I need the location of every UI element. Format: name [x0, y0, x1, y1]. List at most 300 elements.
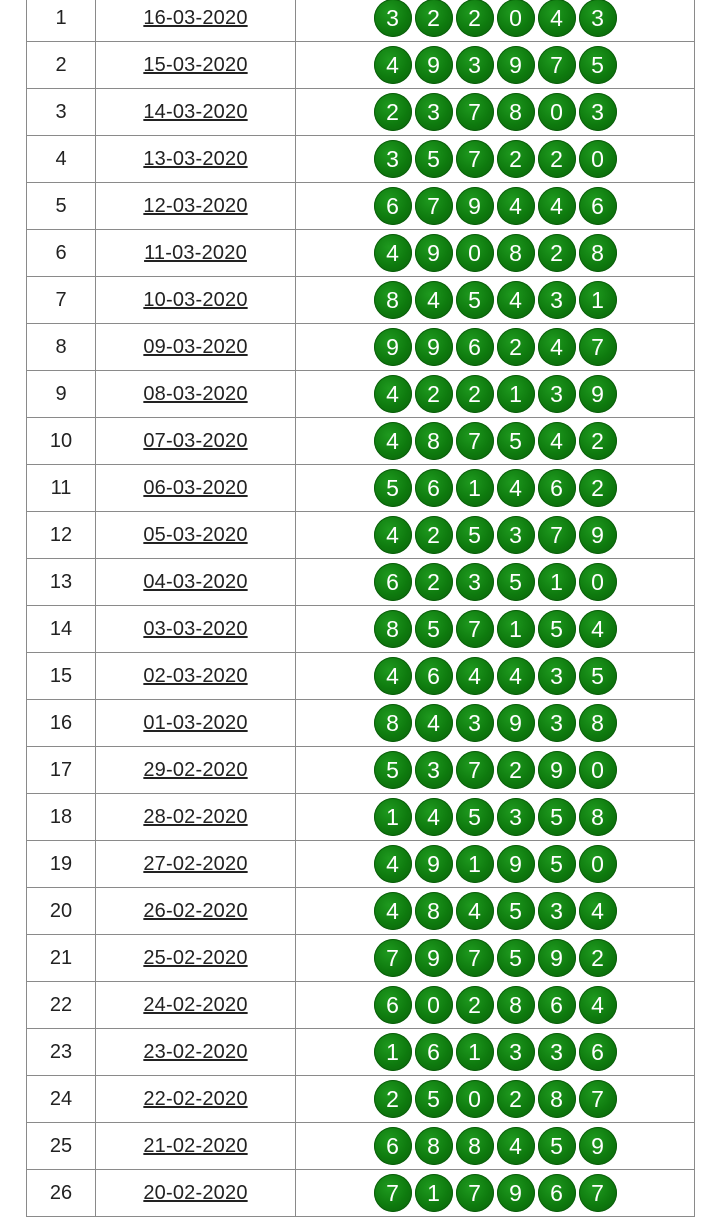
number-ball: 4 [538, 422, 576, 460]
number-ball: 4 [374, 845, 412, 883]
number-ball: 2 [538, 234, 576, 272]
table-row [27, 1076, 695, 1123]
number-ball: 7 [579, 328, 617, 366]
row-number: 14 [27, 606, 96, 653]
result-balls-cell [296, 888, 695, 935]
date-link[interactable]: 03-03-2020 [143, 617, 248, 640]
date-link[interactable]: 29-02-2020 [143, 758, 248, 781]
date-cell [96, 183, 296, 230]
result-balls [296, 1033, 694, 1071]
number-ball: 9 [415, 939, 453, 977]
number-ball: 6 [415, 1033, 453, 1071]
number-ball: 6 [374, 986, 412, 1024]
number-ball: 3 [538, 657, 576, 695]
number-ball: 3 [456, 46, 494, 84]
row-number: 15 [27, 653, 96, 700]
date-cell [96, 700, 296, 747]
number-ball: 8 [374, 281, 412, 319]
row-number: 8 [27, 324, 96, 371]
date-cell [96, 747, 296, 794]
row-number: 4 [27, 136, 96, 183]
result-balls-cell [296, 1123, 695, 1170]
table-row [27, 324, 695, 371]
number-ball: 0 [579, 140, 617, 178]
number-ball: 5 [415, 140, 453, 178]
result-balls-cell [296, 1076, 695, 1123]
number-ball: 3 [538, 1033, 576, 1071]
number-ball: 3 [579, 0, 617, 37]
date-link[interactable]: 06-03-2020 [143, 476, 248, 499]
result-balls-cell [296, 512, 695, 559]
date-link[interactable]: 11-03-2020 [144, 241, 247, 264]
row-number: 18 [27, 794, 96, 841]
number-ball: 6 [456, 328, 494, 366]
row-number: 19 [27, 841, 96, 888]
number-ball: 8 [538, 1080, 576, 1118]
date-link[interactable]: 08-03-2020 [143, 382, 248, 405]
result-balls [296, 281, 694, 319]
number-ball: 4 [497, 1127, 535, 1165]
result-balls [296, 187, 694, 225]
table-row [27, 0, 695, 42]
row-number: 9 [27, 371, 96, 418]
result-balls [296, 516, 694, 554]
result-balls-cell [296, 700, 695, 747]
number-ball: 7 [579, 1080, 617, 1118]
date-cell [96, 42, 296, 89]
date-cell [96, 1170, 296, 1217]
number-ball: 9 [579, 516, 617, 554]
number-ball: 8 [497, 93, 535, 131]
result-balls-cell [296, 559, 695, 606]
number-ball: 1 [456, 469, 494, 507]
date-cell [96, 794, 296, 841]
number-ball: 4 [579, 986, 617, 1024]
number-ball: 3 [415, 93, 453, 131]
number-ball: 5 [538, 798, 576, 836]
date-link[interactable]: 04-03-2020 [143, 570, 248, 593]
result-balls [296, 845, 694, 883]
date-cell [96, 0, 296, 42]
number-ball: 1 [579, 281, 617, 319]
date-link[interactable]: 25-02-2020 [143, 946, 248, 969]
number-ball: 3 [579, 93, 617, 131]
date-cell [96, 418, 296, 465]
date-link[interactable]: 15-03-2020 [143, 53, 248, 76]
number-ball: 7 [374, 939, 412, 977]
number-ball: 4 [579, 610, 617, 648]
date-link[interactable]: 20-02-2020 [143, 1181, 248, 1204]
table-row [27, 700, 695, 747]
table-row [27, 841, 695, 888]
number-ball: 3 [374, 140, 412, 178]
result-balls [296, 422, 694, 460]
date-link[interactable]: 02-03-2020 [143, 664, 248, 687]
number-ball: 2 [374, 93, 412, 131]
date-cell [96, 841, 296, 888]
number-ball: 4 [456, 892, 494, 930]
number-ball: 0 [579, 845, 617, 883]
number-ball: 2 [456, 986, 494, 1024]
row-number: 12 [27, 512, 96, 559]
number-ball: 2 [497, 751, 535, 789]
number-ball: 6 [579, 187, 617, 225]
row-number: 25 [27, 1123, 96, 1170]
row-number: 24 [27, 1076, 96, 1123]
date-link[interactable]: 12-03-2020 [143, 194, 248, 217]
result-balls [296, 657, 694, 695]
number-ball: 0 [456, 234, 494, 272]
number-ball: 4 [374, 422, 412, 460]
date-cell [96, 559, 296, 606]
number-ball: 2 [538, 140, 576, 178]
row-number: 2 [27, 42, 96, 89]
date-link[interactable]: 13-03-2020 [143, 147, 248, 170]
date-cell [96, 230, 296, 277]
table-row [27, 982, 695, 1029]
number-ball: 8 [579, 798, 617, 836]
number-ball: 1 [374, 798, 412, 836]
date-link[interactable]: 26-02-2020 [143, 899, 248, 922]
number-ball: 0 [579, 751, 617, 789]
result-balls-cell [296, 42, 695, 89]
number-ball: 3 [415, 751, 453, 789]
number-ball: 7 [456, 1174, 494, 1212]
number-ball: 5 [497, 939, 535, 977]
row-number: 20 [27, 888, 96, 935]
row-number: 23 [27, 1029, 96, 1076]
number-ball: 9 [415, 46, 453, 84]
number-ball: 5 [538, 610, 576, 648]
date-cell [96, 371, 296, 418]
result-balls-cell [296, 324, 695, 371]
number-ball: 8 [579, 704, 617, 742]
result-balls [296, 704, 694, 742]
number-ball: 5 [415, 1080, 453, 1118]
number-ball: 4 [415, 798, 453, 836]
result-balls [296, 234, 694, 272]
date-link[interactable]: 21-02-2020 [143, 1134, 248, 1157]
number-ball: 1 [497, 610, 535, 648]
table-row [27, 277, 695, 324]
table-row [27, 371, 695, 418]
number-ball: 7 [456, 140, 494, 178]
number-ball: 9 [497, 1174, 535, 1212]
date-link[interactable]: 01-03-2020 [143, 711, 248, 734]
result-balls-cell [296, 841, 695, 888]
date-cell [96, 653, 296, 700]
number-ball: 6 [374, 187, 412, 225]
date-link[interactable]: 05-03-2020 [143, 523, 248, 546]
result-balls [296, 46, 694, 84]
result-balls-cell [296, 935, 695, 982]
row-number: 13 [27, 559, 96, 606]
results-table-container [26, 0, 694, 1217]
number-ball: 3 [538, 892, 576, 930]
number-ball: 5 [579, 657, 617, 695]
number-ball: 2 [374, 1080, 412, 1118]
result-balls [296, 751, 694, 789]
number-ball: 6 [579, 1033, 617, 1071]
number-ball: 7 [538, 516, 576, 554]
table-row [27, 230, 695, 277]
result-balls [296, 0, 694, 37]
result-balls-cell [296, 371, 695, 418]
number-ball: 6 [538, 986, 576, 1024]
table-row [27, 747, 695, 794]
date-cell [96, 89, 296, 136]
number-ball: 7 [456, 422, 494, 460]
table-row [27, 512, 695, 559]
number-ball: 4 [415, 281, 453, 319]
number-ball: 1 [374, 1033, 412, 1071]
date-link[interactable]: 16-03-2020 [143, 6, 248, 29]
number-ball: 4 [374, 234, 412, 272]
number-ball: 7 [456, 93, 494, 131]
number-ball: 5 [456, 516, 494, 554]
result-balls [296, 1080, 694, 1118]
number-ball: 2 [415, 375, 453, 413]
date-cell [96, 277, 296, 324]
number-ball: 2 [415, 0, 453, 37]
number-ball: 9 [538, 939, 576, 977]
number-ball: 9 [415, 328, 453, 366]
results-table [26, 0, 695, 1217]
date-link[interactable]: 09-03-2020 [143, 335, 248, 358]
number-ball: 0 [538, 93, 576, 131]
row-number: 21 [27, 935, 96, 982]
result-balls-cell [296, 136, 695, 183]
number-ball: 4 [497, 281, 535, 319]
number-ball: 5 [579, 46, 617, 84]
number-ball: 1 [415, 1174, 453, 1212]
number-ball: 9 [579, 375, 617, 413]
number-ball: 4 [497, 657, 535, 695]
result-balls [296, 892, 694, 930]
number-ball: 9 [497, 704, 535, 742]
table-row [27, 183, 695, 230]
number-ball: 2 [579, 422, 617, 460]
row-number: 17 [27, 747, 96, 794]
number-ball: 5 [374, 469, 412, 507]
row-number: 3 [27, 89, 96, 136]
date-link[interactable]: 23-02-2020 [143, 1040, 248, 1063]
result-balls [296, 986, 694, 1024]
number-ball: 7 [456, 939, 494, 977]
number-ball: 0 [415, 986, 453, 1024]
number-ball: 9 [374, 328, 412, 366]
number-ball: 5 [497, 892, 535, 930]
number-ball: 2 [456, 375, 494, 413]
result-balls [296, 375, 694, 413]
date-cell [96, 512, 296, 559]
number-ball: 2 [579, 469, 617, 507]
table-row [27, 935, 695, 982]
row-number: 11 [27, 465, 96, 512]
number-ball: 9 [415, 234, 453, 272]
results-table-body [27, 0, 695, 1217]
number-ball: 3 [538, 704, 576, 742]
number-ball: 0 [456, 1080, 494, 1118]
number-ball: 4 [374, 657, 412, 695]
table-row [27, 653, 695, 700]
number-ball: 2 [415, 563, 453, 601]
number-ball: 0 [497, 0, 535, 37]
date-cell [96, 324, 296, 371]
table-row [27, 42, 695, 89]
number-ball: 5 [456, 798, 494, 836]
number-ball: 6 [374, 1127, 412, 1165]
number-ball: 9 [579, 1127, 617, 1165]
number-ball: 9 [415, 845, 453, 883]
table-row [27, 559, 695, 606]
date-cell [96, 136, 296, 183]
date-cell [96, 606, 296, 653]
date-cell [96, 982, 296, 1029]
number-ball: 5 [415, 610, 453, 648]
date-link[interactable]: 27-02-2020 [143, 852, 248, 875]
result-balls [296, 939, 694, 977]
number-ball: 8 [415, 1127, 453, 1165]
number-ball: 2 [579, 939, 617, 977]
row-number: 16 [27, 700, 96, 747]
number-ball: 3 [456, 563, 494, 601]
number-ball: 1 [497, 375, 535, 413]
result-balls-cell [296, 982, 695, 1029]
result-balls-cell [296, 794, 695, 841]
number-ball: 6 [415, 657, 453, 695]
row-number: 10 [27, 418, 96, 465]
number-ball: 5 [374, 751, 412, 789]
number-ball: 4 [579, 892, 617, 930]
number-ball: 6 [374, 563, 412, 601]
table-row [27, 1123, 695, 1170]
date-cell [96, 1123, 296, 1170]
date-cell [96, 888, 296, 935]
number-ball: 1 [456, 1033, 494, 1071]
row-number: 26 [27, 1170, 96, 1217]
number-ball: 2 [497, 140, 535, 178]
number-ball: 7 [579, 1174, 617, 1212]
number-ball: 8 [579, 234, 617, 272]
table-row [27, 888, 695, 935]
date-link[interactable]: 14-03-2020 [143, 100, 248, 123]
number-ball: 4 [497, 187, 535, 225]
number-ball: 7 [538, 46, 576, 84]
number-ball: 0 [579, 563, 617, 601]
number-ball: 3 [538, 281, 576, 319]
result-balls [296, 1127, 694, 1165]
number-ball: 1 [538, 563, 576, 601]
number-ball: 6 [415, 469, 453, 507]
result-balls-cell [296, 277, 695, 324]
date-cell [96, 935, 296, 982]
number-ball: 2 [415, 516, 453, 554]
row-number: 5 [27, 183, 96, 230]
date-link[interactable]: 07-03-2020 [143, 429, 248, 452]
result-balls-cell [296, 1170, 695, 1217]
result-balls-cell [296, 89, 695, 136]
table-row [27, 606, 695, 653]
number-ball: 4 [374, 46, 412, 84]
number-ball: 2 [456, 0, 494, 37]
number-ball: 3 [538, 375, 576, 413]
result-balls-cell [296, 418, 695, 465]
result-balls-cell [296, 0, 695, 42]
table-row [27, 418, 695, 465]
result-balls-cell [296, 1029, 695, 1076]
number-ball: 4 [538, 0, 576, 37]
number-ball: 9 [538, 751, 576, 789]
number-ball: 4 [374, 375, 412, 413]
date-link[interactable]: 10-03-2020 [143, 288, 248, 311]
number-ball: 8 [415, 892, 453, 930]
result-balls-cell [296, 747, 695, 794]
result-balls [296, 563, 694, 601]
number-ball: 4 [374, 892, 412, 930]
number-ball: 7 [374, 1174, 412, 1212]
date-link[interactable]: 22-02-2020 [143, 1087, 248, 1110]
table-row [27, 465, 695, 512]
date-link[interactable]: 28-02-2020 [143, 805, 248, 828]
result-balls [296, 469, 694, 507]
number-ball: 8 [374, 610, 412, 648]
result-balls [296, 140, 694, 178]
result-balls [296, 93, 694, 131]
result-balls-cell [296, 606, 695, 653]
result-balls-cell [296, 465, 695, 512]
number-ball: 9 [456, 187, 494, 225]
number-ball: 4 [415, 704, 453, 742]
number-ball: 4 [538, 328, 576, 366]
number-ball: 7 [456, 610, 494, 648]
table-row [27, 1029, 695, 1076]
number-ball: 8 [497, 986, 535, 1024]
result-balls-cell [296, 183, 695, 230]
number-ball: 8 [374, 704, 412, 742]
number-ball: 9 [497, 845, 535, 883]
table-row [27, 794, 695, 841]
number-ball: 5 [497, 563, 535, 601]
result-balls [296, 798, 694, 836]
number-ball: 3 [497, 516, 535, 554]
number-ball: 6 [538, 469, 576, 507]
number-ball: 9 [497, 46, 535, 84]
number-ball: 2 [497, 1080, 535, 1118]
number-ball: 4 [374, 516, 412, 554]
date-cell [96, 465, 296, 512]
number-ball: 1 [456, 845, 494, 883]
number-ball: 8 [456, 1127, 494, 1165]
number-ball: 8 [497, 234, 535, 272]
number-ball: 3 [497, 1033, 535, 1071]
row-number: 6 [27, 230, 96, 277]
table-row [27, 89, 695, 136]
date-cell [96, 1029, 296, 1076]
number-ball: 3 [497, 798, 535, 836]
result-balls [296, 1174, 694, 1212]
result-balls-cell [296, 230, 695, 277]
number-ball: 2 [497, 328, 535, 366]
number-ball: 5 [456, 281, 494, 319]
date-cell [96, 1076, 296, 1123]
result-balls-cell [296, 653, 695, 700]
number-ball: 5 [538, 1127, 576, 1165]
row-number: 22 [27, 982, 96, 1029]
number-ball: 8 [415, 422, 453, 460]
row-number: 1 [27, 0, 96, 42]
date-link[interactable]: 24-02-2020 [143, 993, 248, 1016]
